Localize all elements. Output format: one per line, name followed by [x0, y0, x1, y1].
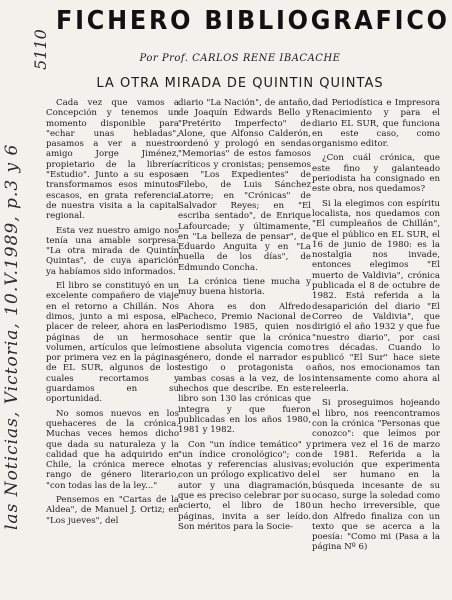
masthead: FICHERO BIBLIOGRAFICO	[56, 6, 450, 36]
paragraph: La crónica tiene mucha y muy buena historia.	[178, 277, 311, 298]
paragraph: Si proseguimos hojeando el libro, nos reencontramos con la crónica "Personas que conozco": que leímos por primera vez el 16 de marzo de 1981. Referida a la evolución que experimenta el ser humano en la búsqueda incesante de su ocaso, surge la soledad como un hecho irreversible, que don Alfredo finaliza con un texto que se acerca a la poesía: "Como mi (Pasa a la página Nº 6)	[312, 398, 440, 553]
paragraph: Con "un índice temático" y "un índice cronológico"; con notas y referencias alusivas; con un prólogo explicativo del autor y una diagramación, que es preciso celebrar por su acierto, el libro de 180 páginas, invita a ser leído. Son méritos para la Socie-	[178, 439, 311, 532]
article-column-2	[178, 98, 311, 536]
paragraph: Ahora es don Alfredo Pacheco, Premio Nacional de Periodismo 1985, quien nos hace sentir que la crónica tiene absoluta vigencia como género, donde el narrador es testigo o protagonista o ambas cosas a la vez, de los hechos que describe. En este libro son 130 las crónicas que integra y que fueron publicadas en los años 1980, 1981 y 1982.	[178, 301, 311, 436]
byline: Por Prof. CARLOS RENE IBACACHE	[139, 53, 341, 64]
paragraph: dad Periodística e Impresora Renacimiento y para el diario EL SUR, que funciona en este caso, como organismo editor.	[312, 98, 440, 150]
paragraph: No somos nuevos en los quehaceres de la crónica. Muchas veces hemos dicho que dada su naturaleza y la calidad que ha adquirido en Chile, la crónica merece el rango de género literario, "con todas las de la ley..."	[46, 408, 179, 491]
paragraph: ¿Con cuál crónica, que este fino y galanteado periodista ha consignado en este obra, nos quedamos?	[312, 153, 440, 195]
paragraph: Esta vez nuestro amigo nos tenía una amable sorpresa: "La otra mirada de Quintín Quintas", de cuya aparición ya habíamos sido informados.	[46, 225, 179, 277]
paragraph: El libro se constituyó en un excelente compañero de viaje en el retorno a Chillán. Nos dimos, junto a mi esposa, el placer de releer, ahora en las páginas de un hermoso volumen, artículos que leímos por primera vez en la páginas de EL SUR, algunos de los cuales recortamos y guardamos en su oportunidad.	[46, 281, 179, 405]
paragraph: diario "La Nación", de antaño, de Joaquín Edwards Bello y "Pretérito Imperfecto" de Alone, que Alfonso Calderón, ordenó y prologó en sendas "Memorias" de estos famosos críticos y cronistas; pensemos en "Los Expedientes" de Filebo, de Luis Sánchez Latorre; en "Crónicas" de Salvador Reyes; en "El escriba sentado", de Enrique Lafourcade; y últimamente, en "La belleza de pensar", de Eduardo Anguita y en "La huella de los días", de Edmundo Concha.	[178, 98, 311, 273]
handwritten-catalog-number: 5110	[30, 29, 50, 70]
paragraph: Si la elegimos con espíritu localista, nos quedamos con "El cumpleaños de Chillán", que el público en EL SUR, el 16 de junio de 1980: es la nostalgia nos invade, entonces elegimos "El muerto de Valdivia", crónica publicada el 8 de octubre de 1982. Está referida a la desaparición del diario "El Correo de Valdivia", que dirigió el año 1932 y que fue "nuestro diario", por casi tres décadas. Cuando lo publicó "El Sur" hace siete años, nos emocionamos tan intensamente como ahora al releerla.	[312, 198, 440, 395]
article-column-3	[312, 98, 440, 557]
handwritten-margin-note: las Noticias, Victoria, 10.V.1989, p.3 y 6	[2, 143, 22, 530]
article-headline: LA OTRA MIRADA DE QUINTIN QUINTAS	[96, 76, 384, 91]
paragraph: Pensemos en "Cartas de la Aldea", de Manuel J. Ortiz; en "Los jueves", del	[46, 494, 179, 526]
article-column-1	[46, 98, 179, 530]
paragraph: Cada vez que vamos a Concepción y tenemos un momento disponible para "echar unas hebladas", pasamos a ver a nuestro amigo Jorge Jiménez, propietario de la librería "Estudio". Junto a su esposa transformamos esos minutos escasos, en grata referencia de nuestra visita a la capital regional.	[46, 98, 179, 222]
